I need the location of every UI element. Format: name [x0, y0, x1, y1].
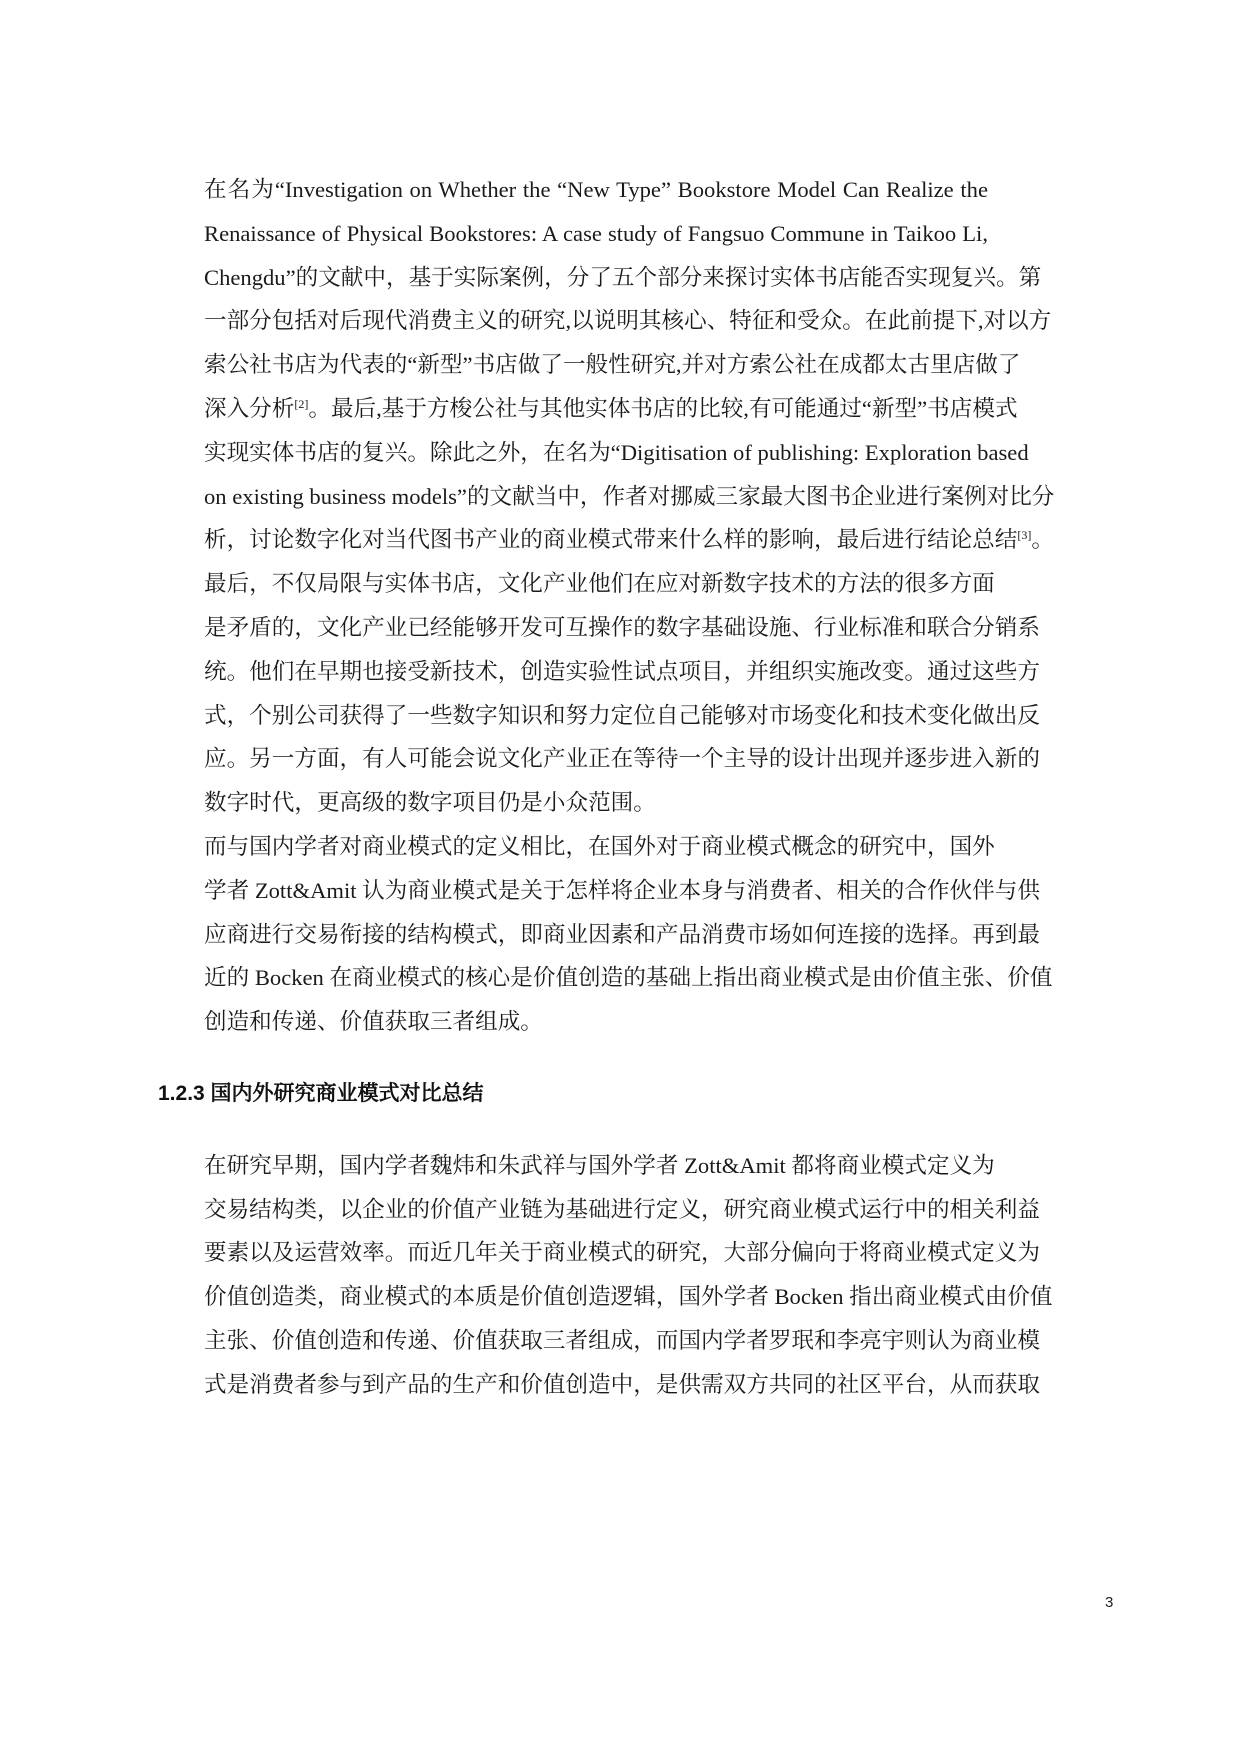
- text-line: 创造和传递、价值获取三者组成。: [204, 1009, 543, 1035]
- text-line: 实现实体书店的复兴。除此之外，在名为“Digitisation of publishing: Exploration based: [204, 439, 1029, 465]
- citation-ref: [3]: [1017, 528, 1032, 543]
- text-line: Renaissance of Physical Bookstores: A case study of Fangsuo Commune in Taikoo Li,: [204, 220, 988, 246]
- text-line: 学者 Zott&Amit 认为商业模式是关于怎样将企业本身与消费者、相关的合作伙伴与供: [204, 877, 1040, 903]
- spacer: [158, 1116, 988, 1144]
- text-line: 价值创造类，商业模式的本质是价值创造逻辑，国外学者 Bocken 指出商业模式由价值: [204, 1284, 1053, 1310]
- paragraph-foreign-definitions: [158, 825, 1053, 1044]
- text-line: 交易结构类，以企业的价值产业链为基础进行定义，研究商业模式运行中的相关利益: [204, 1196, 1040, 1222]
- text-line: 在名为“Investigation on Whether the “New Type” Bookstore Model Can Realize the: [204, 177, 988, 202]
- text-fragment: 。: [1031, 527, 1054, 553]
- text-line: 一部分包括对后现代消费主义的研究,以说明其核心、特征和受众。在此前提下,对以方: [204, 308, 1052, 334]
- text-line: 要素以及运营效率。而近几年关于商业模式的研究，大部分偏向于将商业模式定义为: [204, 1240, 1040, 1266]
- text-line: 数字时代，更高级的数字项目仍是小众范围。: [204, 790, 656, 816]
- paragraph-comparison-summary: [158, 1144, 1053, 1407]
- text-fragment: 深入分析: [204, 395, 295, 421]
- text-line: on existing business models”的文献当中，作者对挪威三家最大图书企业进行案例对比分: [204, 483, 1055, 509]
- text-line: 而与国内学者对商业模式的定义相比，在国外对于商业模式概念的研究中，国外: [204, 833, 995, 859]
- text-line: Chengdu”的文献中，基于实际案例，分了五个部分来探讨实体书店能否实现复兴。第: [204, 264, 1042, 290]
- document-body: [158, 168, 1055, 1407]
- paragraph-cultural-industry: [158, 562, 1040, 825]
- text-line: 索公社书店为代表的“新型”书店做了一般性研究,并对方索公社在成都太古里店做了: [204, 352, 1021, 378]
- page-number: 3: [1105, 1594, 1114, 1611]
- section-heading: 1.2.3 国内外研究商业模式对比总结: [158, 1081, 484, 1105]
- text-fragment: 析，讨论数字化对当代图书产业的商业模式带来什么样的影响，最后进行结论总结: [204, 527, 1018, 553]
- paragraph-literature-review: [158, 168, 1055, 562]
- text-line: 应商进行交易衔接的结构模式，即商业因素和产品消费市场如何连接的选择。再到最: [204, 921, 1040, 947]
- text-line: 应。另一方面，有人可能会说文化产业正在等待一个主导的设计出现并逐步进入新的: [204, 746, 1040, 772]
- text-line: 近的 Bocken 在商业模式的核心是价值创造的基础上指出商业模式是由价值主张、价值: [204, 965, 1053, 991]
- text-line: 式，个别公司获得了一些数字知识和努力定位自己能够对市场变化和技术变化做出反: [204, 702, 1040, 728]
- text-line: 是矛盾的，文化产业已经能够开发可互操作的数字基础设施、行业标准和联合分销系: [204, 614, 1040, 640]
- spacer: [158, 1044, 988, 1072]
- text-line: [158, 518, 1054, 562]
- text-line: 式是消费者参与到产品的生产和价值创造中，是供需双方共同的社区平台，从而获取: [204, 1371, 1040, 1397]
- text-line: 统。他们在早期也接受新技术，创造实验性试点项目，并组织实施改变。通过这些方: [204, 658, 1040, 684]
- text-line: 最后，不仅局限与实体书店，文化产业他们在应对新数字技术的方法的很多方面: [204, 571, 995, 597]
- citation-ref: [2]: [294, 396, 309, 411]
- text-fragment: 。最后,基于方梭公社与其他实体书店的比较,有可能通过“新型”书店模式: [308, 395, 1018, 421]
- text-line: 主张、价值创造和传递、价值获取三者组成，而国内学者罗珉和李亮宇则认为商业模: [204, 1327, 1040, 1353]
- text-line: [158, 387, 1018, 431]
- text-line: 在研究早期，国内学者魏炜和朱武祥与国外学者 Zott&Amit 都将商业模式定义为: [204, 1152, 995, 1178]
